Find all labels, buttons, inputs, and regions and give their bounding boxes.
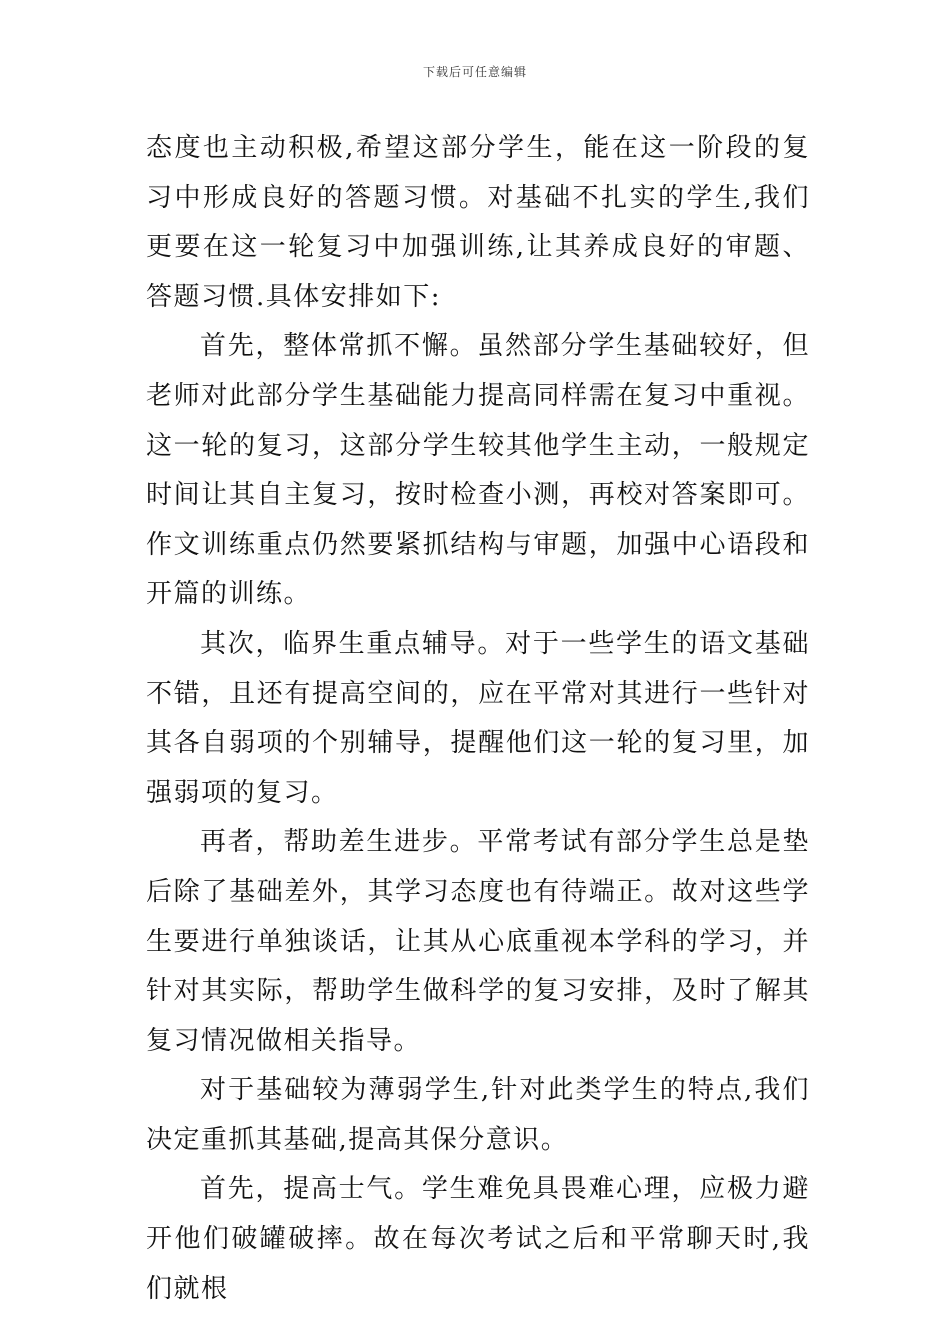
paragraph-1: 态度也主动积极,希望这部分学生，能在这一阶段的复习中形成良好的答题习惯。对基础不扎实的学生,我们更要在这一轮复习中加强训练,让其养成良好的审题、答题习惯.具体安排如下: [146, 133, 810, 312]
paragraph-4: 再者，帮助差生进步。平常考试有部分学生总是垫后除了基础差外，其学习态度也有待端正。故对这些学生要进行单独谈话，让其从心底重视本学科的学习，并针对其实际，帮助学生做科学的复习安排，及时了解其复习情况做相关指导。 [146, 827, 810, 1056]
page-header: 下载后可任意编辑 [422, 65, 527, 79]
body-text [146, 124, 810, 1314]
paragraph-2: 首先，整体常抓不懈。虽然部分学生基础较好，但老师对此部分学生基础能力提高同样需在复习中重视。这一轮的复习，这部分学生较其他学生主动，一般规定时间让其自主复习，按时检查小测，再校对答案即可。作文训练重点仍然要紧抓结构与审题，加强中心语段和开篇的训练。 [146, 331, 810, 610]
paragraph-5: 对于基础较为薄弱学生,针对此类学生的特点,我们决定重抓其基础,提高其保分意识。 [146, 1075, 810, 1155]
paragraph-6: 首先，提高士气。学生难免具畏难心理，应极力避开他们破罐破摔。故在每次考试之后和平常聊天时,我们就根 [146, 1174, 810, 1304]
paragraph-3: 其次，临界生重点辅导。对于一些学生的语文基础不错，且还有提高空间的，应在平常对其进行一些针对其各自弱项的个别辅导，提醒他们这一轮的复习里，加强弱项的复习。 [146, 628, 810, 808]
